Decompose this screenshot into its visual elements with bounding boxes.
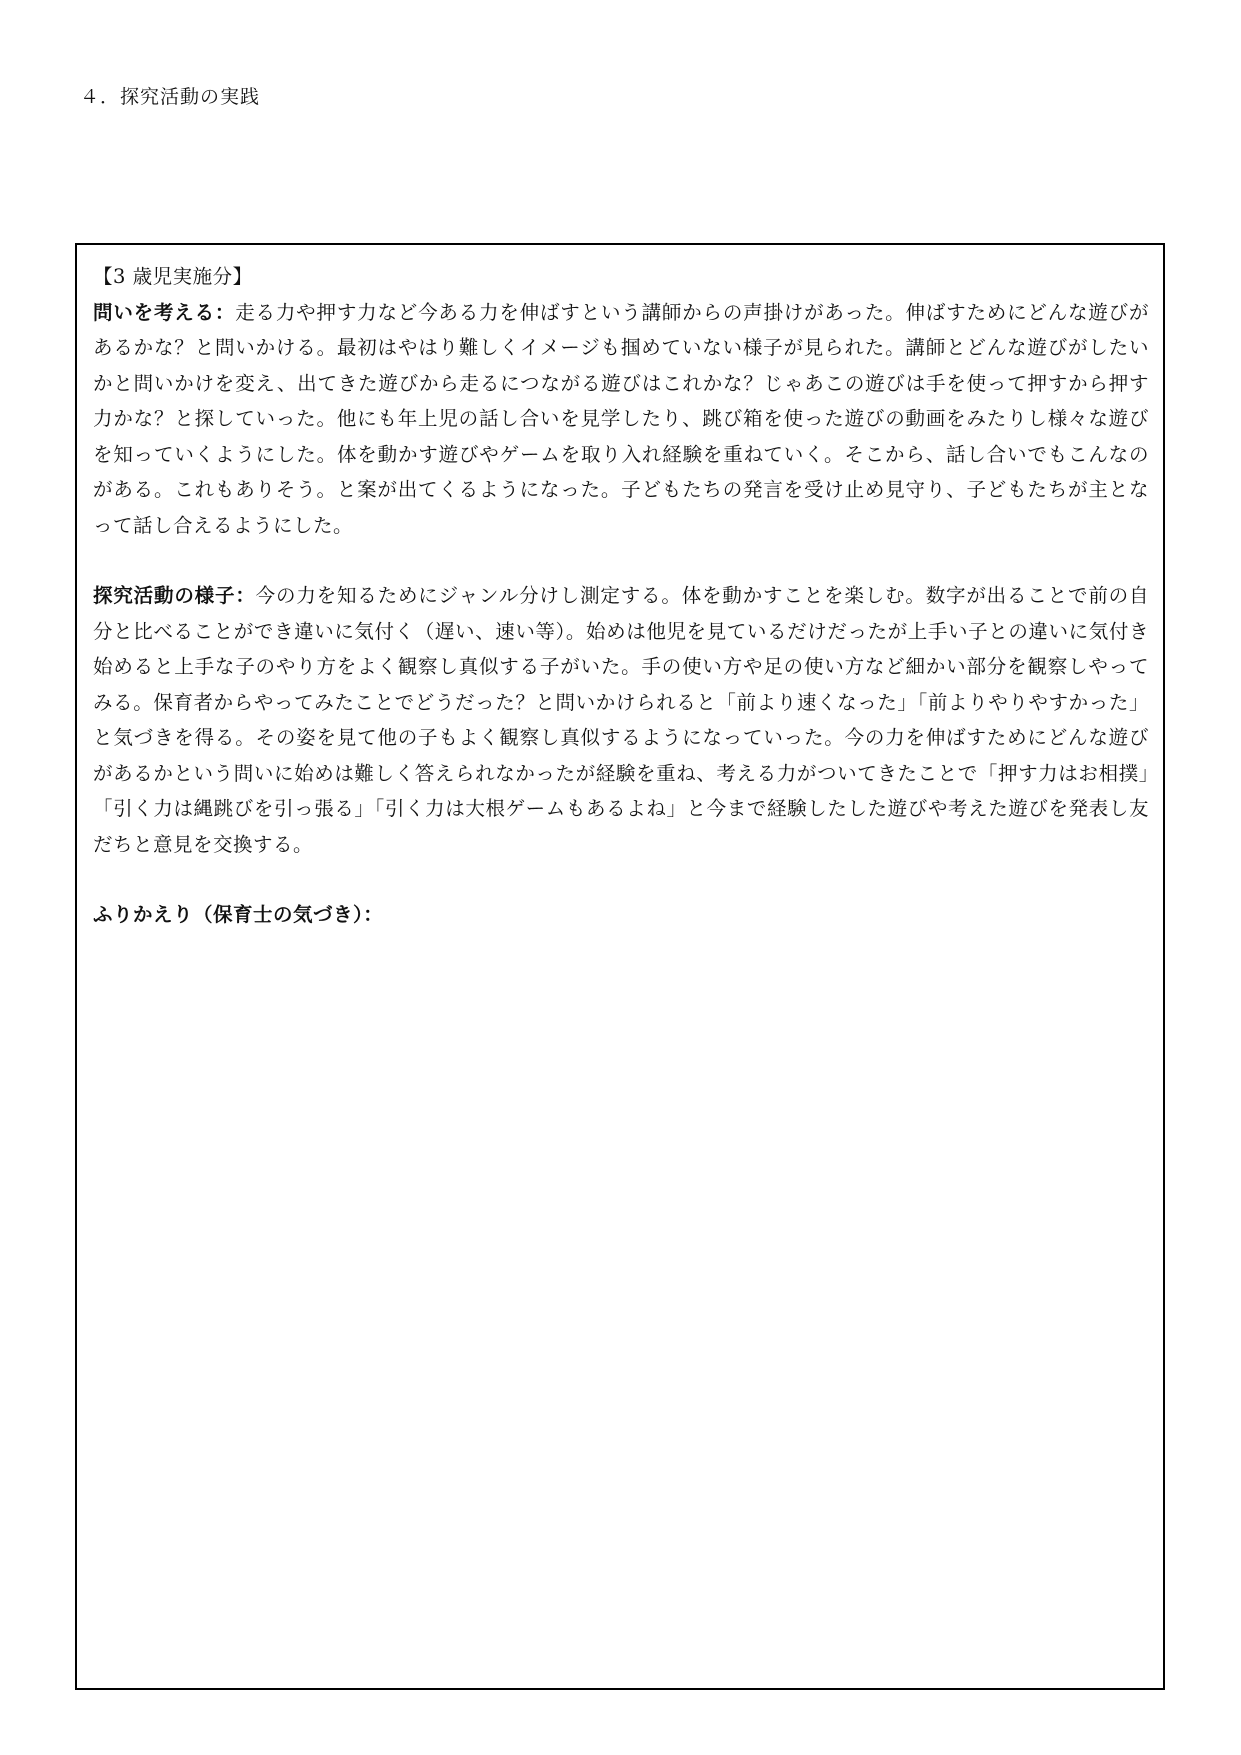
reflection-paragraph (93, 897, 1149, 933)
reflection-label: ふりかえり（保育士の気づき）： (93, 903, 384, 926)
section-heading: ４．探究活動の実践 (80, 86, 261, 108)
activity-label: 探究活動の様子： (93, 584, 256, 607)
practice-record-content (93, 259, 1149, 933)
activity-text: 今の力を知るためにジャンル分けし測定する。体を動かすことを楽しむ。数字が出ることで前の自分と比べることができ違いに気付く（遅い、速い等）。始めは他児を見ているだけだったが上手い子との違いに気付き始めると上手な子のやり方をよく観察し真似する子がいた。手の使い方や足の使い方など細かい部分を観察しやってみる。保育者からやってみたことでどうだった？と問いかけられると「前より速くなった」「前よりやりやすかった」と気づきを得る。その姿を見て他の子もよく観察し真似するようになっていった。今の力を伸ばすためにどんな遊びがあるかという問いに始めは難しく答えられなかったが経験を重ね、考える力がついてきたことで「押す力はお相撲」「引く力は縄跳びを引っ張る」「引く力は大根ゲームもあるよね」と今まで経験したした遊びや考えた遊びを発表し友だちと意見を交換する。 (93, 584, 1149, 856)
question-label: 問いを考える： (93, 300, 236, 324)
question-paragraph (93, 295, 1149, 544)
age-group-title: 【3 歳児実施分】 (93, 265, 253, 288)
practice-record-box (75, 243, 1165, 1690)
activity-paragraph (93, 578, 1149, 862)
question-text: 走る力や押す力など今ある力を伸ばすという講師からの声掛けがあった。伸ばすためにどんな遊びがあるかな？と問いかける。最初はやはり難しくイメージも掴めていない様子が見られた。講師とどんな遊びがしたいかと問いかけを変え、出てきた遊びから走るにつながる遊びはこれかな？じゃあこの遊びは手を使って押すから押す力かな？と探していった。他にも年上児の話し合いを見学したり、跳び箱を使った遊びの動画をみたりし様々な遊びを知っていくようにした。体を動かす遊びやゲームを取り入れ経験を重ねていく。そこから、話し合いでもこんなのがある。これもありそう。と案が出てくるようになった。子どもたちの発言を受け止め見守り、子どもたちが主となって話し合えるようにした。 (93, 300, 1149, 537)
